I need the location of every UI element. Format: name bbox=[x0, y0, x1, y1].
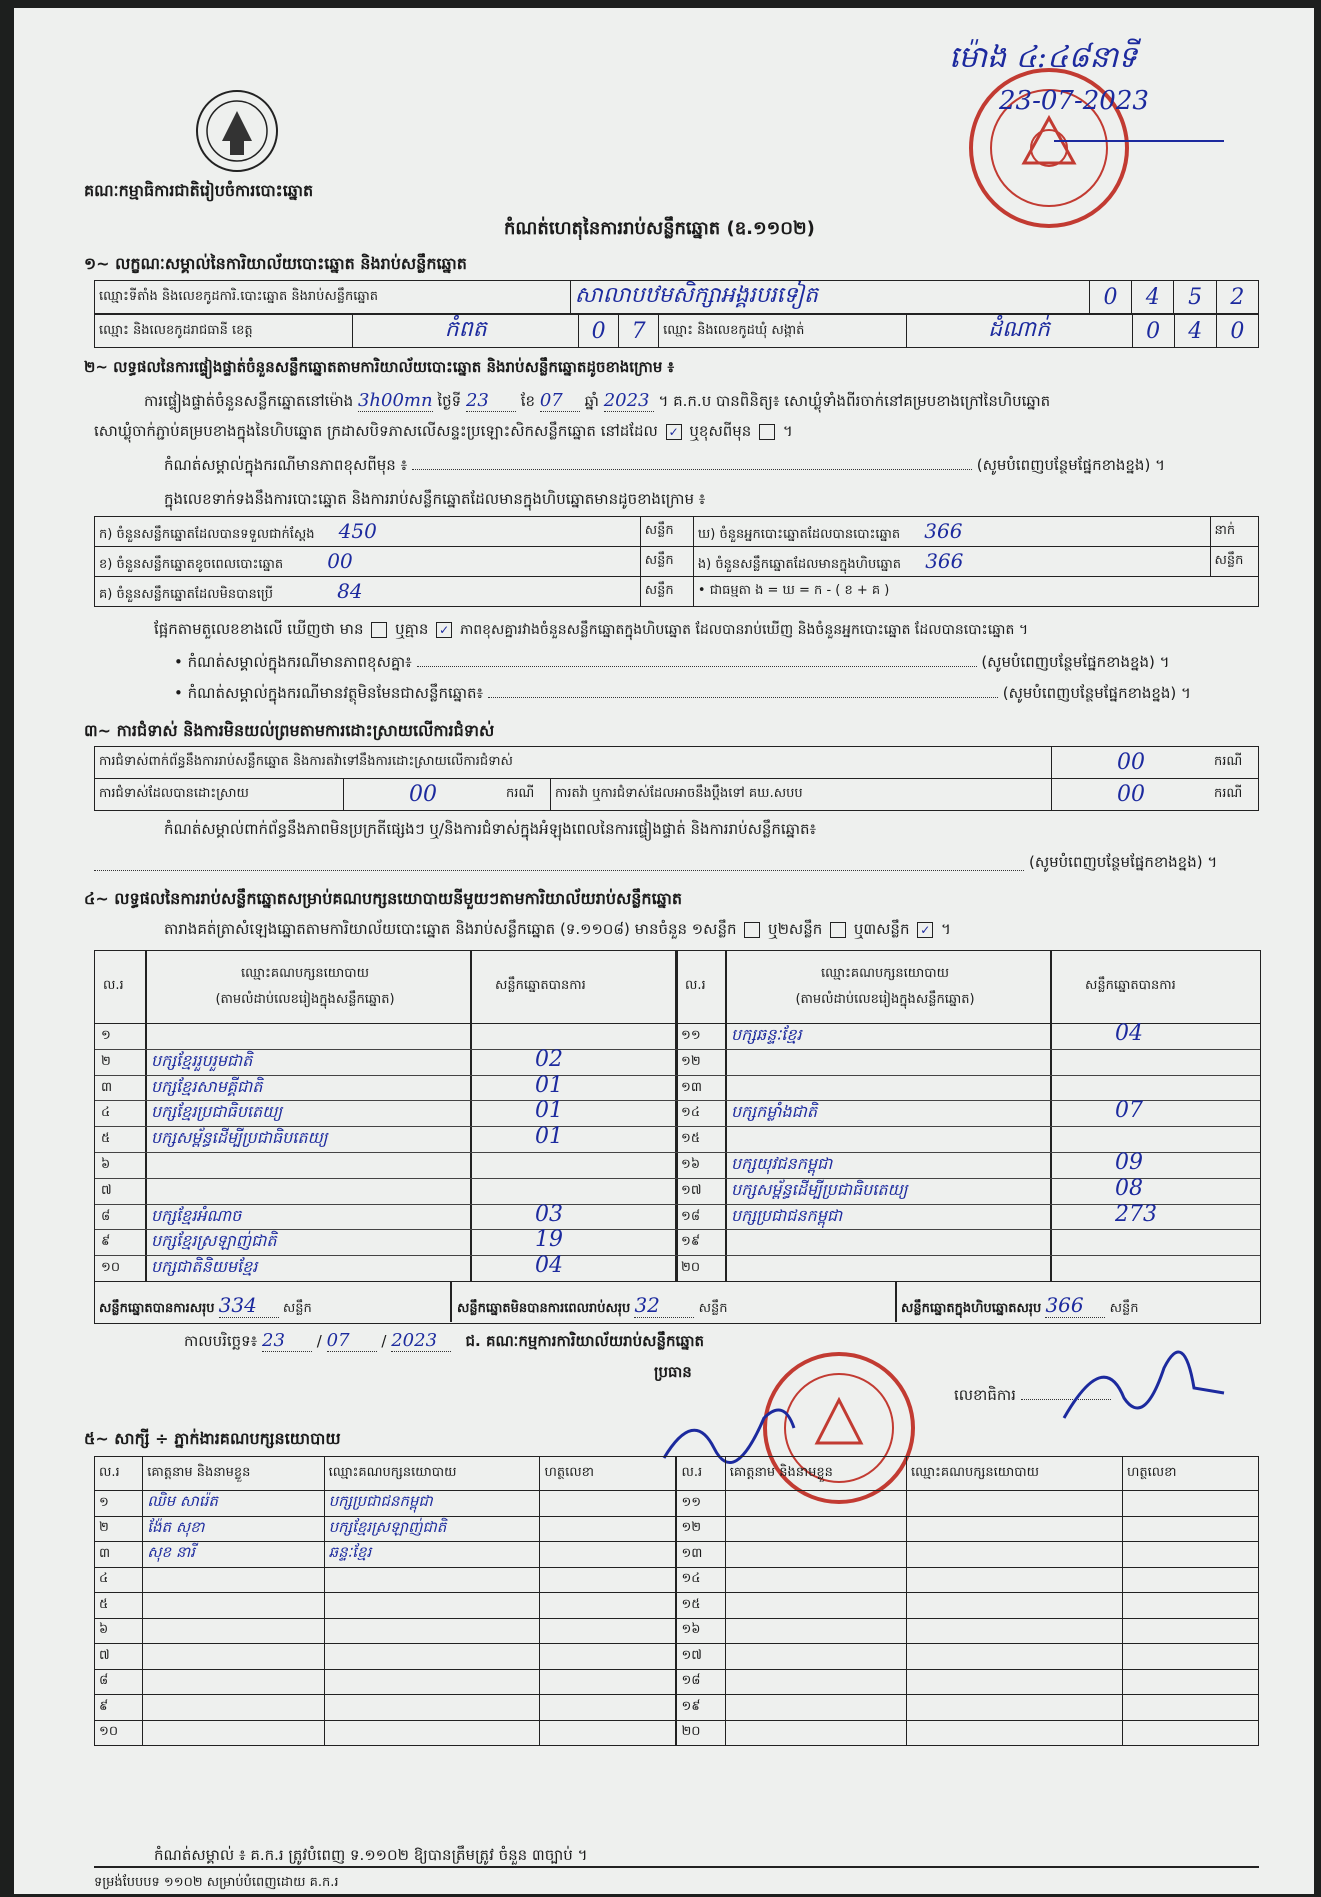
witness-party-right bbox=[907, 1542, 1123, 1568]
witness-name bbox=[143, 1720, 324, 1746]
unchanged-checkbox[interactable]: ✓ bbox=[666, 424, 682, 440]
objection-row2b-unit: ករណី bbox=[1210, 779, 1259, 811]
count-b-label: ខ) ចំនួនសន្លឹកឆ្នោតខូចពេលបោះឆ្នោត 00 bbox=[95, 547, 641, 577]
objection-row2-label: ការជំទាស់ដែលបានដោះស្រាយ bbox=[95, 779, 344, 811]
day-label: ថ្ងៃទី bbox=[437, 392, 462, 410]
emblem-logo bbox=[192, 86, 282, 176]
result-no: ១៩ bbox=[681, 1234, 701, 1250]
formula: • ជាធម្មតា ង = ឃ = ក - ( ខ + គ ) bbox=[693, 577, 1258, 607]
witness-signature-right bbox=[1122, 1491, 1258, 1517]
place-label: ជ. គណៈកម្មការការិយាល័យរាប់សន្លឹកឆ្នោត bbox=[465, 1332, 705, 1350]
count-a-label: ក) ចំនួនសន្លឹកឆ្នោតដែលបានទទួលជាក់ស្តែង 450 bbox=[95, 517, 641, 547]
stamp-underline bbox=[1054, 140, 1224, 142]
results-table-wrap bbox=[94, 950, 1261, 1324]
total-invalid-value: 32 bbox=[634, 1293, 694, 1318]
note-diff-hint: (សូមបំពេញបន្ថែមផ្នែកខាងខ្នង) ។ bbox=[981, 653, 1170, 671]
sheets-2-label: ឬ២សន្លឹក bbox=[768, 920, 823, 938]
witness-no-right: ១៦ bbox=[676, 1618, 725, 1644]
witness-party bbox=[324, 1593, 540, 1619]
witness-party-right bbox=[907, 1516, 1123, 1542]
witness-row bbox=[95, 1567, 1259, 1593]
year-label: ឆ្នាំ bbox=[584, 392, 599, 410]
witness-no: ៩ bbox=[95, 1695, 143, 1721]
witness-no: ៧ bbox=[95, 1644, 143, 1670]
result-party: បក្សសម្ព័ន្ធដើម្បីប្រជាធិបតេយ្យ bbox=[151, 1128, 328, 1148]
objection-row1-value: 00 bbox=[1052, 747, 1211, 779]
sheets-label: តារាងគត់ត្រាសំឡេងឆ្នោតតាមការិយាល័យបោះឆ្នោត និងរាប់សន្លឹកឆ្នោត (ទ.១១០៨) មានចំនួន ១សន្លឹក bbox=[164, 920, 737, 938]
witness-row bbox=[95, 1695, 1259, 1721]
w-col-no: ល.រ bbox=[95, 1457, 143, 1491]
result-no: ៥ bbox=[101, 1131, 111, 1147]
time-label: ការផ្ទៀងផ្ទាត់ចំនួនសន្លឹកឆ្នោតនៅម៉ោង bbox=[144, 392, 354, 410]
province-code-1: 0 bbox=[579, 315, 619, 348]
month-value: 07 bbox=[540, 390, 580, 412]
witness-signature bbox=[540, 1644, 676, 1670]
sheet-1-checkbox[interactable] bbox=[744, 922, 760, 938]
witness-name-right bbox=[725, 1567, 906, 1593]
right-col-votes: សន្លឹកឆ្នោតបានការ bbox=[1085, 978, 1176, 993]
result-no: ៣ bbox=[101, 1079, 113, 1095]
total-invalid: សន្លឹកឆ្នោតមិនបានការពេលរាប់សរុប 32 សន្លឹក bbox=[457, 1293, 728, 1317]
witness-party bbox=[324, 1695, 540, 1721]
result-no: ៤ bbox=[101, 1105, 111, 1121]
result-no: ១ bbox=[101, 1028, 111, 1043]
time-value: 3h00mn bbox=[357, 390, 433, 411]
witness-no: ១ bbox=[95, 1491, 143, 1517]
witness-no: ២ bbox=[95, 1516, 143, 1542]
result-votes: 04 bbox=[1115, 1021, 1143, 1046]
results-totals bbox=[95, 1281, 1260, 1322]
sheet-3-checkbox[interactable]: ✓ bbox=[917, 922, 933, 938]
witness-signature bbox=[540, 1593, 676, 1619]
witness-name-right bbox=[725, 1695, 906, 1721]
witness-party: បក្សប្រជាជនកម្ពុជា bbox=[324, 1491, 540, 1517]
result-no: ១៣ bbox=[681, 1079, 702, 1095]
count-e-unit: សន្លឹក bbox=[1210, 547, 1259, 577]
witness-signature-right bbox=[1122, 1593, 1258, 1619]
result-no: ១៨ bbox=[681, 1208, 701, 1224]
objection-row1-label: ការជំទាស់ពាក់ព័ន្ធនឹងការរាប់សន្លឹកឆ្នោត និងការតវ៉ាទៅនឹងការដោះស្រាយលើការជំទាស់ bbox=[95, 747, 1052, 779]
w-col-no-r: ល.រ bbox=[676, 1457, 725, 1491]
witness-no-right: ២០ bbox=[676, 1720, 725, 1746]
note-other-hint: (សូមបំពេញបន្ថែមផ្នែកខាងខ្នង) ។ bbox=[1002, 684, 1191, 702]
objection-row2-value: 00 bbox=[344, 779, 503, 811]
result-party: បក្សខ្មែរអំណាច bbox=[151, 1205, 242, 1225]
year-value: 2023 bbox=[604, 390, 654, 412]
witness-no-right: ១៧ bbox=[676, 1644, 725, 1670]
fill-hint: (សូមបំពេញបន្ថែមផ្នែកខាងខ្នង) ។ bbox=[976, 456, 1165, 474]
province-value: កំពត bbox=[353, 315, 579, 348]
section2-line2: សោឃ្លុំចាក់ភ្ជាប់គម្របខាងក្នុងនៃហិបឆ្នោត ក្រដាសបិទភាសលើសន្ទះប្រឡោះសិកសន្លឹកឆ្នោត នៅដដែល ✓ ឬខុសពីមុន ។ bbox=[94, 422, 793, 440]
witness-party-right bbox=[907, 1720, 1123, 1746]
witness-no: ៥ bbox=[95, 1593, 143, 1619]
section4-subtitle: តារាងគត់ត្រាសំឡេងឆ្នោតតាមការិយាល័យបោះឆ្នោត និងរាប់សន្លឹកឆ្នោត (ទ.១១០៨) មានចំនួន ១សន្លឹក ឬ២សន្លឹក ឬ៣សន្លឹក ✓ ។ bbox=[164, 920, 951, 938]
witness-signature bbox=[540, 1618, 676, 1644]
witness-signature-right bbox=[1122, 1644, 1258, 1670]
witness-no-right: ១៥ bbox=[676, 1593, 725, 1619]
witness-name-right bbox=[725, 1669, 906, 1695]
witness-no-right: ១៣ bbox=[676, 1542, 725, 1568]
witness-signature bbox=[540, 1567, 676, 1593]
count-a-unit: សន្លឹក bbox=[640, 517, 693, 547]
left-col-votes: សន្លឹកឆ្នោតបានការ bbox=[495, 978, 586, 993]
objection-row2b-label: ការតវ៉ា ឬការជំទាស់ដែលអាចនឹងប្តឹងទៅ គឃ.សបប bbox=[551, 779, 1052, 811]
witness-party: ឆន្ទៈខ្មែរ bbox=[324, 1542, 540, 1568]
compare-none-label: ឬគ្មាន bbox=[395, 620, 429, 638]
section3-title: ៣~ ការជំទាស់ និងការមិនយល់ព្រមតាមការដោះស្រាយលើការជំទាស់ bbox=[84, 721, 495, 740]
result-no: ៦ bbox=[101, 1157, 111, 1172]
result-votes: 02 bbox=[535, 1046, 563, 1072]
section2-line1 bbox=[144, 390, 1050, 414]
authority-name: គណៈកម្មាធិការជាតិរៀបចំការបោះឆ្នោត bbox=[84, 181, 314, 200]
witness-party-right bbox=[907, 1491, 1123, 1517]
note-difference bbox=[174, 653, 1170, 675]
witness-no-right: ១២ bbox=[676, 1516, 725, 1542]
date-year: 2023 bbox=[391, 1330, 451, 1352]
date-label: កាលបរិច្ឆេទ៖ bbox=[184, 1332, 258, 1350]
result-party: បក្សកម្លាំងជាតិ bbox=[731, 1102, 818, 1122]
witness-row bbox=[95, 1644, 1259, 1670]
total-box-value: 366 bbox=[1045, 1293, 1105, 1318]
witness-name-right bbox=[725, 1491, 906, 1517]
result-no: ១០ bbox=[101, 1260, 121, 1276]
compare-has-label: ផ្អែកតាមតួលេខខាងលើ ឃើញថា មាន bbox=[154, 620, 364, 638]
count-d-value: 366 bbox=[924, 518, 963, 543]
count-e-value: 366 bbox=[925, 548, 964, 573]
witness-name bbox=[143, 1593, 324, 1619]
witness-party-right bbox=[907, 1695, 1123, 1721]
result-votes: 01 bbox=[535, 1124, 563, 1150]
witness-no: ៣ bbox=[95, 1542, 143, 1568]
commune-value: ដំណាក់ bbox=[906, 315, 1132, 348]
commune-label: ឈ្មោះ និងលេខកូដឃុំ សង្កាត់ bbox=[659, 315, 906, 348]
witness-name bbox=[143, 1669, 324, 1695]
difference-yes-checkbox[interactable] bbox=[371, 622, 387, 638]
witness-name-right bbox=[725, 1618, 906, 1644]
changed-checkbox[interactable] bbox=[759, 424, 775, 440]
note-diff-label: • កំណត់សម្គាល់ក្នុងករណីមានភាពខុសគ្នា៖ bbox=[174, 653, 412, 671]
witness-party bbox=[324, 1644, 540, 1670]
witness-signature bbox=[540, 1542, 676, 1568]
result-no: ១៧ bbox=[681, 1182, 702, 1198]
witness-name-right bbox=[725, 1644, 906, 1670]
objections-table bbox=[94, 746, 1259, 811]
note-other bbox=[174, 684, 1191, 706]
result-no: ៧ bbox=[101, 1182, 112, 1198]
note-label: កំណត់សម្គាល់ក្នុងករណីមានភាពខុសពីមុន ៖ bbox=[164, 456, 408, 474]
witness-name bbox=[143, 1567, 324, 1593]
witness-row bbox=[95, 1720, 1259, 1746]
result-party: បក្សខ្មែរសាមគ្គីជាតិ bbox=[151, 1076, 263, 1096]
section2-intro: ក្នុងលេខទាក់ទងនឹងការបោះឆ្នោត និងការរាប់សន្លឹកឆ្នោតដែលមានក្នុងហិបឆ្នោតមានដូចខាងក្រោម ៖ bbox=[164, 490, 706, 508]
result-party: បក្សខ្មែរស្រឡាញ់ជាតិ bbox=[151, 1231, 277, 1251]
section1-title: ១~ លក្ខណៈសម្គាល់នៃការិយាល័យបោះឆ្នោត និងរាប់សន្លឹកឆ្នោត bbox=[84, 254, 467, 273]
note-other-label: • កំណត់សម្គាល់ក្នុងករណីមានវត្ថុមិនមែនជាសន្លឹកឆ្នោត៖ bbox=[174, 684, 484, 702]
note-diff-line bbox=[417, 666, 977, 667]
result-votes: 19 bbox=[535, 1227, 563, 1253]
right-col-party: ឈ្មោះគណបក្សនយោបាយ (តាមលំដាប់លេខរៀងក្នុងសន្លឹកឆ្នោត) bbox=[795, 966, 975, 1007]
result-no: ១៤ bbox=[681, 1105, 701, 1121]
compare-text: ភាពខុសគ្នារវាងចំនួនសន្លឹកឆ្នោតក្នុងហិបឆ្នោត ដែលបានរាប់ឃើញ និងចំនួនអ្នកបោះឆ្នោត ដែលបានបោះឆ្នោត ។ bbox=[459, 622, 1029, 638]
witness-signature-right bbox=[1122, 1695, 1258, 1721]
witness-no-right: ១៨ bbox=[676, 1669, 725, 1695]
witness-signature bbox=[540, 1695, 676, 1721]
section3-note-line bbox=[94, 870, 1024, 871]
result-no: ៩ bbox=[101, 1234, 111, 1250]
witness-name: ឈិម សារ៉េត bbox=[143, 1491, 324, 1517]
witness-row bbox=[95, 1491, 1259, 1517]
count-d-unit: នាក់ bbox=[1210, 517, 1259, 547]
result-votes: 04 bbox=[535, 1253, 563, 1279]
day-value: 23 bbox=[466, 390, 516, 412]
left-col-no: ល.រ bbox=[103, 978, 124, 993]
witness-no-right: ១១ bbox=[676, 1491, 725, 1517]
stamp-time: ម៉ោង ៤:៤៨នាទី bbox=[949, 40, 1138, 75]
right-col-no: ល.រ bbox=[685, 978, 706, 993]
section4-title: ៤~ លទ្ធផលនៃការរាប់សន្លឹកឆ្នោតសម្រាប់គណបក្សនយោបាយនីមួយៗតាមការិយាល័យរាប់សន្លឹកឆ្នោត bbox=[84, 889, 683, 908]
stamp-date: 23-07-2023 bbox=[999, 86, 1149, 116]
witness-party-right bbox=[907, 1567, 1123, 1593]
commune-code-3: 0 bbox=[1216, 315, 1258, 348]
office-value: សាលាបឋមសិក្សាអង្គរបរទៀត bbox=[570, 281, 1089, 314]
witness-name bbox=[143, 1618, 324, 1644]
result-party: បក្សខ្មែរប្រជាធិបតេយ្យ bbox=[151, 1102, 283, 1122]
office-code-2: 4 bbox=[1132, 281, 1174, 314]
document-title: កំណត់ហេតុនៃការរាប់សន្លឹកឆ្នោត (ឧ.១១០២) bbox=[504, 218, 815, 239]
result-party: បក្សជាតិនិយមខ្មែរ bbox=[151, 1257, 258, 1277]
office-code-1: 0 bbox=[1089, 281, 1131, 314]
section2-note bbox=[164, 456, 1264, 478]
section2-title: ២~ លទ្ធផលនៃការផ្ទៀងផ្ទាត់ចំនួនសន្លឹកឆ្នោតតាមការិយាល័យបោះឆ្នោត និងរាប់សន្លឹកឆ្នោតដូចខាងក្រោម ៖ bbox=[84, 358, 675, 376]
w-col-party-r: ឈ្មោះគណបក្សនយោបាយ bbox=[907, 1457, 1123, 1491]
witness-name: ង៉ែត សុខា bbox=[143, 1516, 324, 1542]
result-no: ២០ bbox=[681, 1260, 701, 1276]
result-no: ១២ bbox=[681, 1053, 701, 1069]
result-votes: 01 bbox=[535, 1072, 563, 1098]
note-other-line bbox=[488, 697, 998, 698]
result-votes: 07 bbox=[1115, 1098, 1143, 1124]
result-party: បក្សឆន្ទៈខ្មែរ bbox=[731, 1025, 802, 1044]
result-no: ៨ bbox=[101, 1208, 111, 1224]
document-page bbox=[14, 8, 1314, 1894]
count-d-label: ឃ) ចំនួនអ្នកបោះឆ្នោតដែលបានបោះឆ្នោត 366 bbox=[693, 517, 1210, 547]
witness-no: ១០ bbox=[95, 1720, 143, 1746]
count-a-value: 450 bbox=[338, 518, 377, 543]
section1-table bbox=[94, 280, 1259, 314]
witness-row bbox=[95, 1669, 1259, 1695]
result-party: បក្សខ្មែររួបរួមជាតិ bbox=[151, 1050, 253, 1070]
section3-fill-hint: (សូមបំពេញបន្ថែមផ្នែកខាងខ្នង) ។ bbox=[1029, 853, 1218, 871]
w-col-party: ឈ្មោះគណបក្សនយោបាយ bbox=[324, 1457, 540, 1491]
witness-party-right bbox=[907, 1593, 1123, 1619]
witness-name-right bbox=[725, 1593, 906, 1619]
section1-table-row2 bbox=[94, 314, 1259, 348]
witness-no: ៦ bbox=[95, 1618, 143, 1644]
result-votes: 01 bbox=[535, 1098, 563, 1124]
result-votes: 273 bbox=[1115, 1201, 1157, 1227]
objection-row2b-value: 00 bbox=[1052, 779, 1211, 811]
witness-signature-right bbox=[1122, 1720, 1258, 1746]
w-col-name-r: គោត្តនាម និងនាមខ្លួន bbox=[725, 1457, 906, 1491]
w-col-sign: ហត្ថលេខា bbox=[540, 1457, 676, 1491]
footer-form: ទម្រង់បែបបទ ១១០២ សម្រាប់បំពេញដោយ គ.ក.រ bbox=[94, 1875, 339, 1890]
sheet-2-checkbox[interactable] bbox=[830, 922, 846, 938]
sheets-3-label: ឬ៣សន្លឹក bbox=[853, 920, 910, 938]
witness-name-right bbox=[725, 1516, 906, 1542]
count-e-label: ង) ចំនួនសន្លឹកឆ្នោតដែលមានក្នុងហិបឆ្នោត 366 bbox=[693, 547, 1210, 577]
objection-row2-unit: ករណី bbox=[502, 779, 551, 811]
result-votes: 08 bbox=[1115, 1175, 1143, 1201]
witness-name-right bbox=[725, 1720, 906, 1746]
note-line bbox=[412, 469, 972, 470]
counts-table bbox=[94, 516, 1259, 607]
witness-party bbox=[324, 1669, 540, 1695]
count-b-unit: សន្លឹក bbox=[640, 547, 693, 577]
witness-signature bbox=[540, 1669, 676, 1695]
witness-party-right bbox=[907, 1669, 1123, 1695]
witness-party: បក្សខ្មែរស្រឡាញ់ជាតិ bbox=[324, 1516, 540, 1542]
chair-label: ប្រធាន bbox=[654, 1363, 692, 1381]
date-month: 07 bbox=[327, 1330, 377, 1352]
results-header bbox=[95, 951, 1260, 1024]
w-col-sign-r: ហត្ថលេខា bbox=[1122, 1457, 1258, 1491]
secretary-label: លេខាធិការ bbox=[954, 1386, 1016, 1404]
witness-signature-right bbox=[1122, 1542, 1258, 1568]
difference-no-checkbox[interactable]: ✓ bbox=[436, 622, 452, 638]
witness-row bbox=[95, 1516, 1259, 1542]
witness-no-right: ១៤ bbox=[676, 1567, 725, 1593]
result-votes: 03 bbox=[535, 1201, 563, 1227]
witness-no-right: ១៩ bbox=[676, 1695, 725, 1721]
witness-party bbox=[324, 1618, 540, 1644]
changed-label: ឬខុសពីមុន bbox=[689, 422, 752, 440]
witness-row bbox=[95, 1593, 1259, 1619]
section5-title: ៥~ សាក្សី ÷ ភ្នាក់ងារគណបក្សនយោបាយ bbox=[84, 1429, 341, 1448]
count-c-label: គ) ចំនួនសន្លឹកឆ្នោតដែលមិនបានប្រើ 84 bbox=[95, 577, 641, 607]
section3-note: កំណត់សម្គាល់ពាក់ព័ន្ធនឹងភាពមិនប្រក្រតីផ្សេងៗ ឬ/និងការជំទាស់ក្នុងអំឡុងពេលនៃការផ្ទៀងផ្ទាត់ និងការរាប់សន្លឹកឆ្នោត៖ bbox=[164, 820, 817, 838]
result-votes: 09 bbox=[1115, 1150, 1143, 1175]
office-code-4: 2 bbox=[1216, 281, 1258, 314]
witness-signature-right bbox=[1122, 1618, 1258, 1644]
witness-name: សុខ នារី bbox=[143, 1542, 324, 1568]
witness-party bbox=[324, 1567, 540, 1593]
province-code-2: 7 bbox=[619, 315, 659, 348]
witness-no: ៤ bbox=[95, 1567, 143, 1593]
witness-no: ៨ bbox=[95, 1669, 143, 1695]
witness-signature bbox=[540, 1516, 676, 1542]
province-label: ឈ្មោះ និងលេខកូដរាជធានី ខេត្ត bbox=[95, 315, 353, 348]
witness-name-right bbox=[725, 1542, 906, 1568]
result-party: បក្សយុវជនកម្ពុជា bbox=[731, 1154, 833, 1173]
footer-note: កំណត់សម្គាល់ ៖ គ.ក.រ ត្រូវបំពេញ ទ.១១០២ ឱ្យបានត្រឹមត្រូវ ចំនួន ៣ច្បាប់ ។ bbox=[154, 1846, 588, 1864]
month-label: ខែ bbox=[520, 392, 536, 410]
secretary-signature bbox=[1054, 1338, 1234, 1438]
witness-party-right bbox=[907, 1644, 1123, 1670]
result-party: បក្សប្រជាជនកម្ពុជា bbox=[731, 1205, 843, 1225]
witness-signature-right bbox=[1122, 1669, 1258, 1695]
witness-party bbox=[324, 1720, 540, 1746]
witness-signature bbox=[540, 1720, 676, 1746]
compare-line bbox=[154, 620, 1028, 642]
witness-name bbox=[143, 1644, 324, 1670]
date-line: កាលបរិច្ឆេទ៖ 23 / 07 / 2023 ជ. គណៈកម្មការការិយាល័យរាប់សន្លឹកឆ្នោត bbox=[184, 1330, 705, 1351]
left-col-party: ឈ្មោះគណបក្សនយោបាយ (តាមលំដាប់លេខរៀងក្នុងសន្លឹកឆ្នោត) bbox=[215, 966, 395, 1007]
witness-party-right bbox=[907, 1618, 1123, 1644]
result-no: ១១ bbox=[681, 1028, 701, 1043]
commune-code-2: 4 bbox=[1174, 315, 1216, 348]
results-rows bbox=[95, 1023, 1260, 1281]
witness-name bbox=[143, 1695, 324, 1721]
count-c-value: 84 bbox=[337, 578, 363, 603]
result-no: ១៦ bbox=[681, 1157, 701, 1172]
witness-row bbox=[95, 1542, 1259, 1568]
result-no: ១៥ bbox=[681, 1131, 701, 1147]
count-c-unit: សន្លឹក bbox=[640, 577, 693, 607]
total-box: សន្លឹកឆ្នោតក្នុងហិបឆ្នោតសរុប 366 សន្លឹក bbox=[901, 1293, 1139, 1317]
witness-table bbox=[94, 1456, 1259, 1746]
seal-text: សោឃ្លុំចាក់ភ្ជាប់គម្របខាងក្នុងនៃហិបឆ្នោត ក្រដាសបិទភាសលើសន្ទះប្រឡោះសិកសន្លឹកឆ្នោត នៅដដែល bbox=[94, 422, 658, 440]
objection-row1-unit: ករណី bbox=[1210, 747, 1259, 779]
result-no: ២ bbox=[101, 1053, 111, 1069]
check-text: ។ គ.ក.ប បានពិនិត្យ៖ សោឃ្លុំទាំងពីរចាក់នៅគម្របខាងក្រៅនៃហិបឆ្នោត bbox=[658, 392, 1051, 410]
office-code-3: 5 bbox=[1174, 281, 1216, 314]
total-valid-value: 334 bbox=[219, 1293, 279, 1318]
witness-row bbox=[95, 1618, 1259, 1644]
result-party: បក្សសម្ព័ន្ធដើម្បីប្រជាធិបតេយ្យ bbox=[731, 1179, 908, 1199]
date-day: 23 bbox=[262, 1330, 312, 1352]
w-col-name: គោត្តនាម និងនាមខ្លួន bbox=[143, 1457, 324, 1491]
count-b-value: 00 bbox=[327, 548, 353, 573]
witness-signature bbox=[540, 1491, 676, 1517]
witness-signature-right bbox=[1122, 1516, 1258, 1542]
commune-code-1: 0 bbox=[1132, 315, 1174, 348]
witness-signature-right bbox=[1122, 1567, 1258, 1593]
total-valid: សន្លឹកឆ្នោតបានការសរុប 334 សន្លឹក bbox=[99, 1293, 312, 1317]
office-label: ឈ្មោះទីតាំង និងលេខកូដការិ.បោះឆ្នោត និងរាប់សន្លឹកឆ្នោត bbox=[95, 281, 571, 314]
